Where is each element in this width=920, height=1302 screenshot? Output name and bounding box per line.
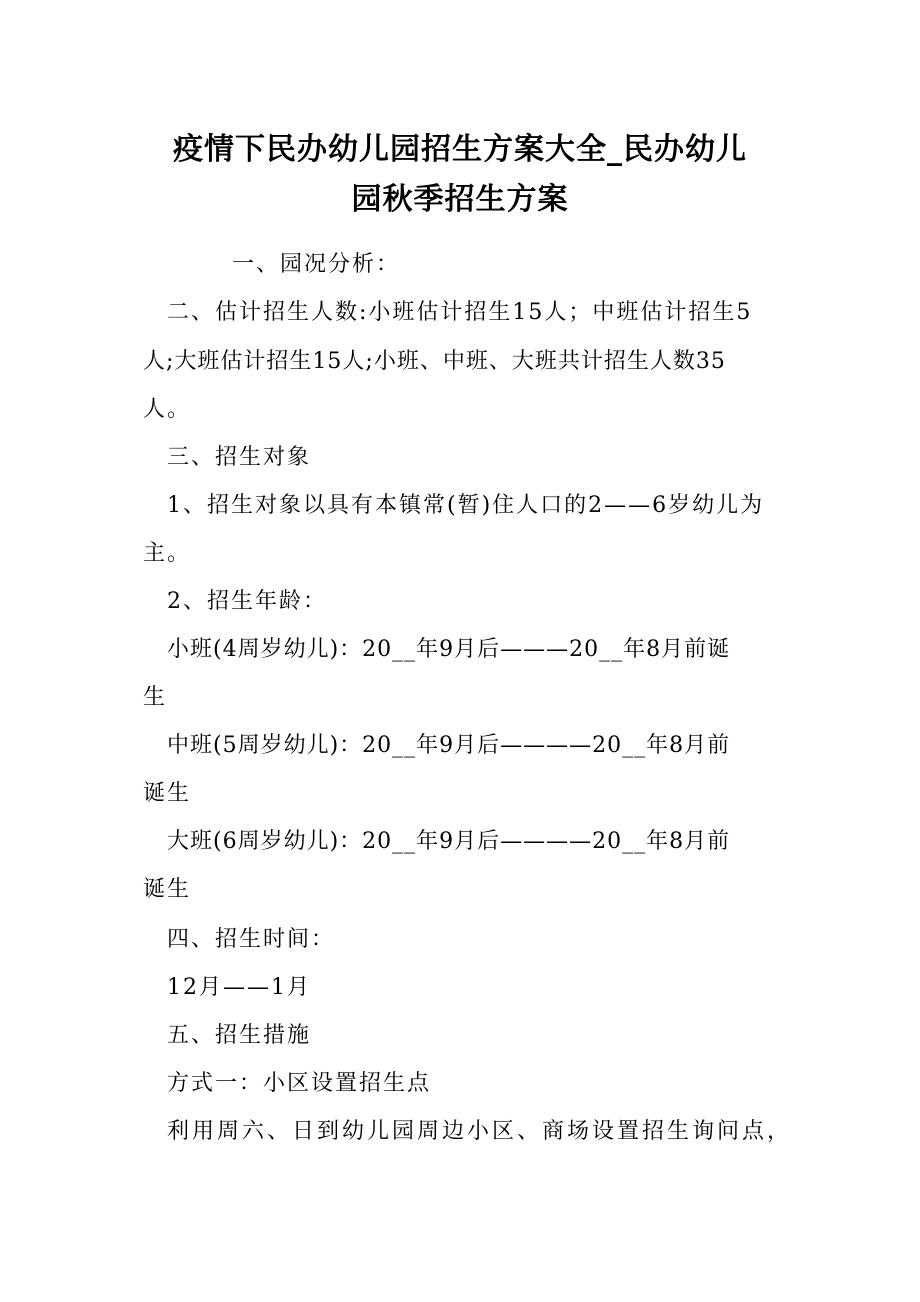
paragraph-line: 小班(4周岁幼儿)：20__年9月后———20__年8月前诞 [167, 637, 731, 662]
paragraph-line: 中班(5周岁幼儿)：20__年9月后————20__年8月前 [167, 733, 731, 758]
paragraph-line: 大班(6周岁幼儿)：20__年9月后————20__年8月前 [167, 829, 731, 854]
heading-section-1: 一、园况分析： [232, 252, 401, 277]
subheading: 方式一：小区设置招生点 [167, 1071, 432, 1096]
paragraph-line: 生 [143, 685, 168, 710]
paragraph-line: 主。 [143, 541, 192, 566]
heading-section-4: 四、招生时间： [167, 927, 336, 952]
paragraph-line: 诞生 [143, 877, 192, 902]
document-title-line-2: 园秋季招生方案 [351, 182, 569, 217]
paragraph-line: 12月——1月 [167, 975, 311, 1000]
heading-section-5: 五、招生措施 [167, 1023, 312, 1048]
paragraph-line: 1、招生对象以具有本镇常(暂)住人口的2——6岁幼儿为 [167, 493, 765, 518]
paragraph-line: 人。 [143, 397, 192, 422]
paragraph-line: 诞生 [143, 781, 192, 806]
paragraph-line: 利用周六、日到幼儿园周边小区、商场设置招生询问点， [167, 1119, 793, 1144]
paragraph-line: 人;大班估计招生15人;小班、中班、大班共计招生人数35 [143, 349, 726, 374]
heading-section-3: 三、招生对象 [167, 445, 312, 470]
subheading: 2、招生年龄： [167, 589, 327, 614]
document-title-line-1: 疫情下民办幼儿园招生方案大全_民办幼儿 [173, 132, 747, 167]
paragraph-line: 二、估计招生人数:小班估计招生15人；中班估计招生5 [167, 300, 753, 325]
